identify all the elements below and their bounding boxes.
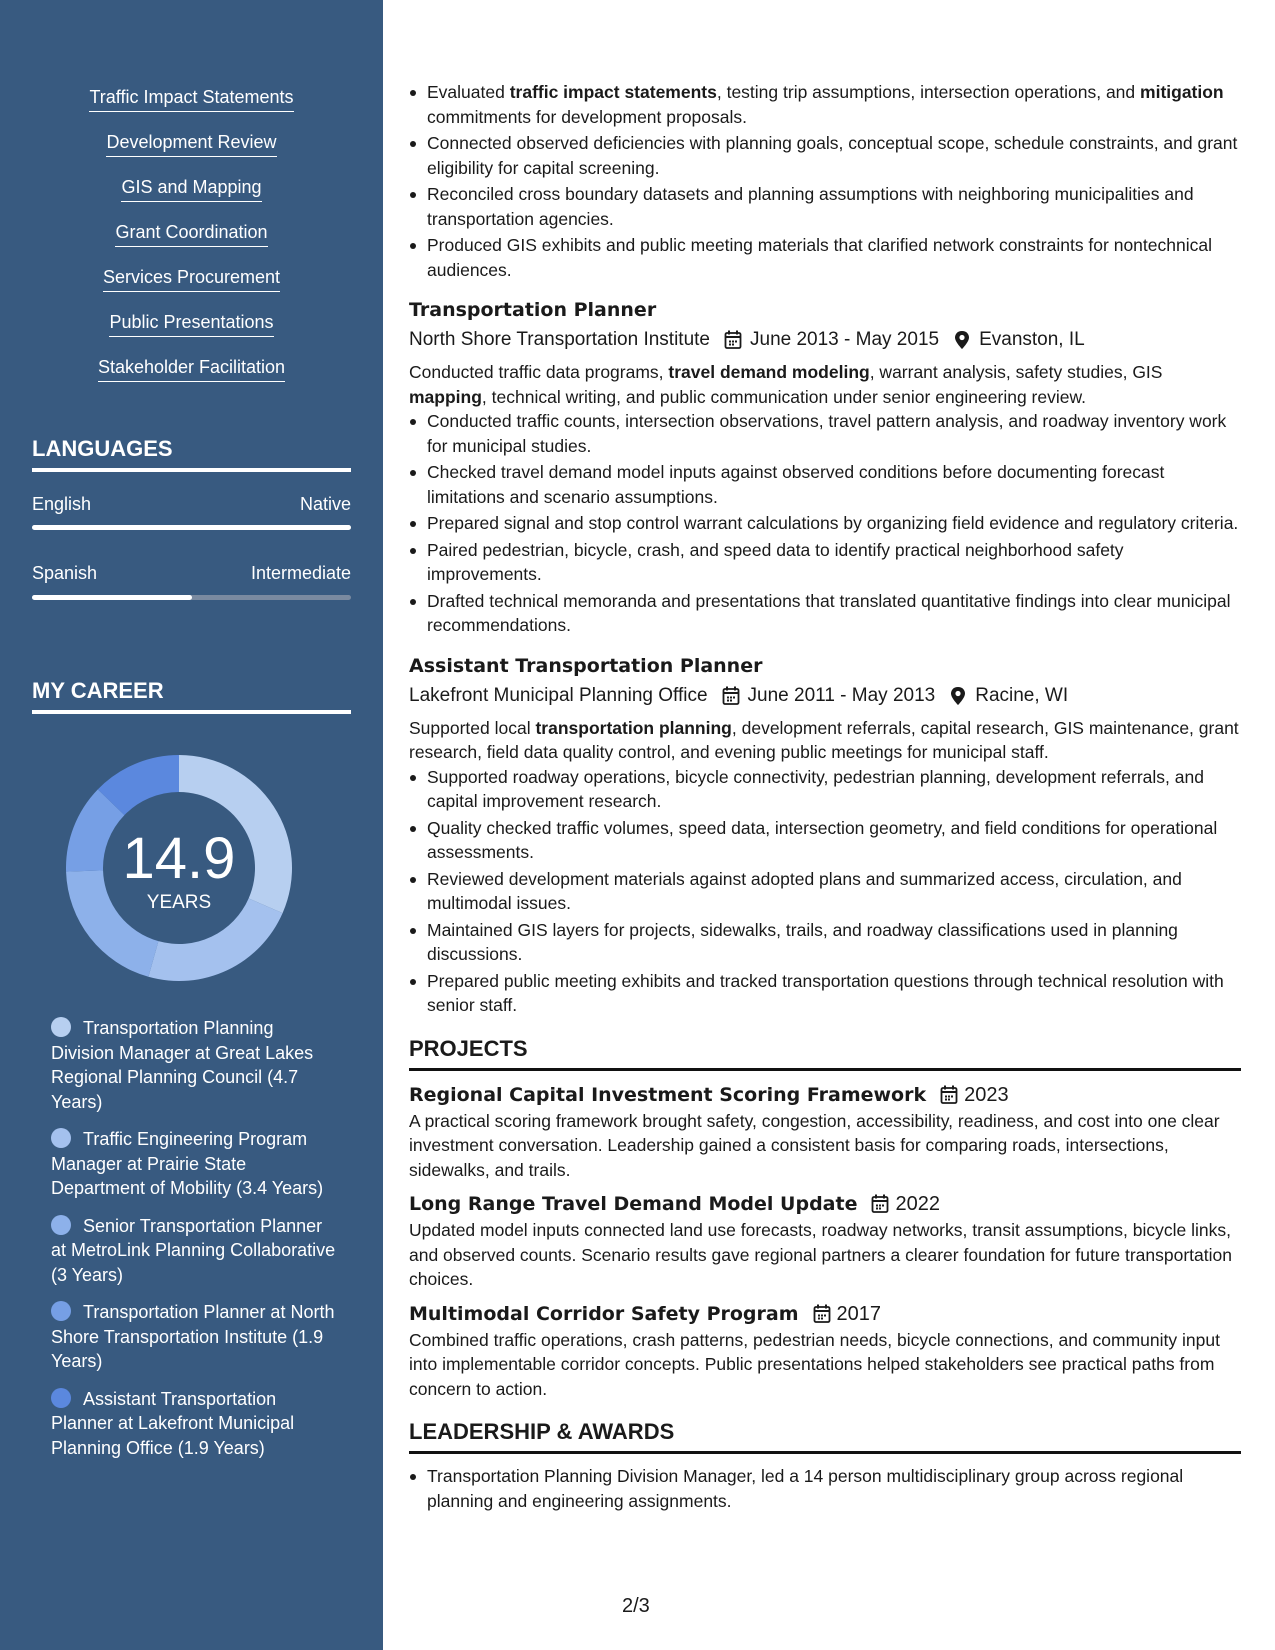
bullet-item: Reviewed development materials against adopted plans and summarized access, circulation, and multimodal issues.	[409, 867, 1241, 916]
skill-item: Stakeholder Facilitation	[0, 356, 383, 401]
job-meta	[409, 682, 1241, 710]
skill-item: Services Procurement	[0, 266, 383, 311]
project-title: Regional Capital Investment Scoring Framework	[409, 1083, 927, 1106]
job-meta	[409, 326, 1241, 354]
project-title-row	[409, 1300, 1241, 1328]
skill-item: Grant Coordination	[0, 221, 383, 266]
career-item: Transportation Planner at North Shore Transportation Institute (1.9 Years)	[51, 1302, 335, 1371]
career-item: Traffic Engineering Program Manager at Prairie State Department of Mobility (3.4 Years)	[51, 1129, 324, 1198]
project-title: Long Range Travel Demand Model Update	[409, 1193, 858, 1215]
job-org: North Shore Transportation Institute	[409, 329, 710, 350]
project-title-row	[409, 1081, 1241, 1109]
career-total: 14.9	[122, 826, 236, 891]
job-location: Evanston, IL	[979, 329, 1085, 350]
sidebar	[0, 0, 383, 1650]
bullet-item: Produced GIS exhibits and public meeting materials that clarified network constraints for nontechnical audiences.	[409, 233, 1241, 282]
career-unit: YEARS	[146, 892, 212, 913]
bullet-item: Prepared signal and stop control warrant calculations by organizing field evidence and regulatory criteria.	[409, 511, 1241, 536]
project-description: Updated model inputs connected land use forecasts, roadway networks, transit assumptions, bicycle links, and observed counts. Scenario results gave regional partners a clearer foundation for future transportation choices.	[409, 1220, 1232, 1289]
bullet-item: Reconciled cross boundary datasets and planning assumptions with neighboring municipalities and transportation agencies.	[409, 182, 1241, 231]
job-summary: Supported local transportation planning, development referrals, capital research, GIS maintenance, grant research, field data quality control, and evening public meetings for municipal staff.	[409, 717, 1239, 762]
page-number: 2/3	[622, 1595, 650, 1617]
language-level: Native	[299, 494, 351, 514]
projects-heading: PROJECTS	[409, 1036, 1241, 1071]
legend-dot	[51, 1017, 71, 1037]
skill-item: Public Presentations	[0, 311, 383, 356]
location-pin-icon	[949, 686, 967, 706]
bullet-item: Maintained GIS layers for projects, sidewalks, trails, and roadway classifications used in planning discussions.	[409, 918, 1241, 967]
languages-heading: LANGUAGES	[32, 436, 351, 472]
bullet-item: Supported roadway operations, bicycle connectivity, pedestrian planning, development referrals, and capital improvement research.	[409, 765, 1241, 814]
career-list	[51, 1016, 341, 1473]
skill-item: GIS and Mapping	[0, 176, 383, 221]
career-item: Transportation Planning Division Manager at Great Lakes Regional Planning Council (4.7 Years)	[51, 1018, 314, 1112]
job-summary: Conducted traffic data programs, travel demand modeling, warrant analysis, safety studies, GIS mapping, technical writing, and public communication under senior engineering review.	[409, 362, 1163, 407]
project-year: 2023	[964, 1083, 1009, 1106]
bullet-item: Checked travel demand model inputs against observed conditions before documenting forecast limitations and scenario assumptions.	[409, 460, 1241, 509]
skill-item: Development Review	[0, 131, 383, 176]
bullet-item: Prepared public meeting exhibits and tracked transportation questions through technical resolution with senior staff.	[409, 969, 1241, 1018]
legend-dot	[51, 1301, 71, 1321]
skill-item: Traffic Impact Statements	[0, 86, 383, 131]
job-org: Lakefront Municipal Planning Office	[409, 684, 708, 706]
project-description: A practical scoring framework brought safety, congestion, accessibility, readiness, and cost into one clear investment conversation. Leadership gained a consistent basis for comparing roads, intersections, sidewalks, and trails.	[409, 1110, 1220, 1180]
job-location: Racine, WI	[975, 684, 1069, 706]
calendar-icon	[722, 686, 740, 706]
career-item: Assistant Transportation Planner at Lakefront Municipal Planning Office (1.9 Years)	[51, 1388, 295, 1458]
career-heading: MY CAREER	[32, 678, 351, 714]
language-bar-fill	[32, 525, 351, 530]
language-row	[32, 563, 351, 584]
project-title-row	[409, 1190, 1241, 1218]
job-title: Transportation Planner	[409, 299, 657, 321]
project-title: Multimodal Corridor Safety Program	[409, 1302, 799, 1325]
calendar-icon	[724, 330, 742, 350]
job-bullets	[409, 409, 1241, 638]
bullet-item: Drafted technical memoranda and presentations that translated quantitative findings into clear municipal recommendations.	[409, 589, 1241, 638]
project-year: 2022	[895, 1193, 940, 1215]
project-description: Combined traffic operations, crash patterns, pedestrian needs, bicycle connections, and community input into implementable corridor concepts. Public presentations helped stakeholders see practical paths from concern to action.	[409, 1329, 1220, 1399]
bullet-item: Conducted traffic counts, intersection observations, travel pattern analysis, and roadway inventory work for municipal studies.	[409, 409, 1241, 458]
language-name: English	[32, 494, 92, 514]
experience-bullets	[409, 80, 1241, 282]
language-level: Intermediate	[250, 563, 351, 583]
location-pin-icon	[953, 330, 971, 350]
language-bar-fill	[32, 595, 192, 600]
job-title: Assistant Transportation Planner	[409, 654, 763, 677]
language-name: Spanish	[32, 563, 98, 583]
language-bar	[32, 595, 351, 600]
career-donut-chart	[66, 755, 292, 981]
career-item: Senior Transportation Planner at MetroLink Planning Collaborative (3 Years)	[51, 1215, 336, 1285]
legend-dot	[51, 1388, 71, 1408]
job-dates: June 2013 - May 2015	[750, 329, 940, 350]
bullet-item: Connected observed deficiencies with planning goals, conceptual scope, schedule constraints, and grant eligibility for capital screening.	[409, 131, 1241, 180]
legend-dot	[51, 1215, 71, 1235]
calendar-icon	[813, 1304, 831, 1324]
project-year: 2017	[836, 1302, 882, 1325]
bullet-item: Transportation Planning Division Manager, led a 14 person multidisciplinary group across regional planning and engineering assignments.	[409, 1464, 1241, 1513]
bullet-item: Paired pedestrian, bicycle, crash, and speed data to identify practical neighborhood safety improvements.	[409, 538, 1241, 587]
language-row	[32, 494, 351, 515]
bullet-item: Quality checked traffic volumes, speed data, intersection geometry, and field conditions for operational assessments.	[409, 816, 1241, 865]
job-bullets	[409, 765, 1241, 1018]
leadership-heading: LEADERSHIP & AWARDS	[409, 1419, 1241, 1454]
skills-list	[0, 86, 383, 401]
bullet-item: Evaluated traffic impact statements, testing trip assumptions, intersection operations, and mitigation commitments for development proposals.	[409, 80, 1241, 129]
calendar-icon	[871, 1194, 889, 1214]
language-bar	[32, 525, 351, 530]
calendar-icon	[940, 1085, 958, 1105]
leadership-bullets	[409, 1464, 1241, 1513]
main-content	[409, 80, 1241, 1515]
legend-dot	[51, 1128, 71, 1148]
job-dates: June 2011 - May 2013	[747, 684, 936, 706]
